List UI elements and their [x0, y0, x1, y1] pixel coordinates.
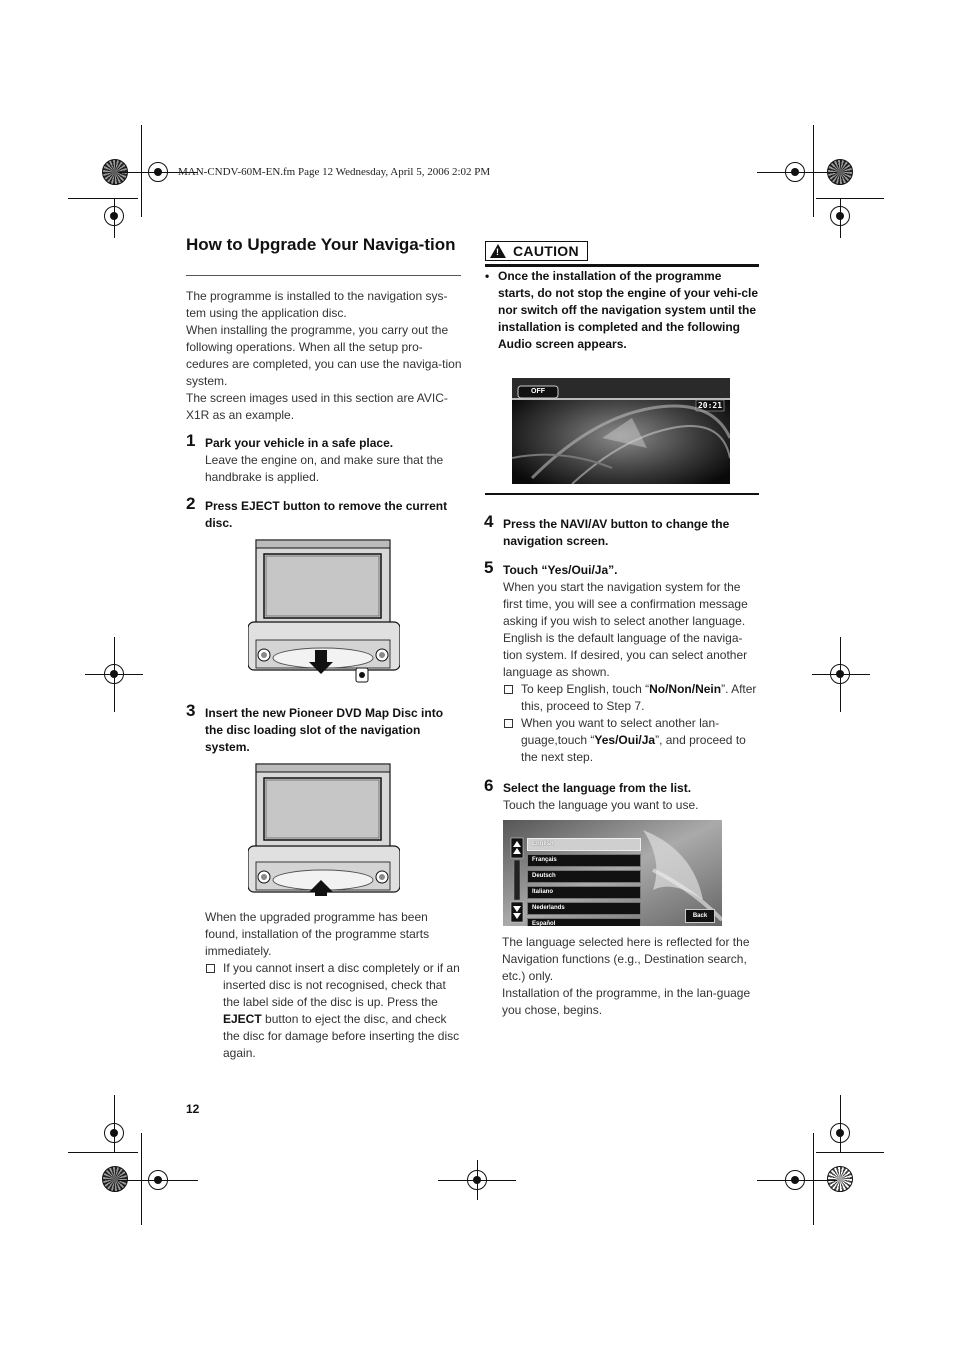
- step-3: [186, 701, 462, 756]
- step-number: 3: [186, 701, 196, 720]
- step-title: Touch “Yes/Oui/Ja”.: [503, 563, 618, 577]
- intro-paragraph: The programme is installed to the navigation sys-tem using the application disc.: [186, 289, 448, 320]
- device-eject-illustration: [248, 538, 400, 686]
- off-button[interactable]: OFF: [531, 388, 545, 395]
- step-title: Insert the new Pioneer DVD Map Disc into the disc loading slot of the navigation system.: [205, 706, 444, 754]
- note: To keep English, touch “No/Non/Nein”. After this, proceed to Step 7.: [503, 681, 760, 715]
- step-description: Touch the language you want to use.: [503, 798, 699, 812]
- clock-display: 20:21: [697, 401, 723, 410]
- caution-bullet: • Once the installation of the programme starts, do not stop the engine of your vehi-cle nor switch off the navigation system until the installation is completed and the following Audio screen appears.: [485, 269, 759, 351]
- note: When you want to select another lan-guage,touch “Yes/Oui/Ja”, and proceed to the next step.: [503, 715, 760, 766]
- language-list: [527, 838, 641, 926]
- step-description: The language selected here is reflected for the Navigation functions (e.g., Destination search, etc.) only.: [502, 935, 750, 983]
- caution-text: Once the installation of the programme starts, do not stop the engine of your vehi-cle nor switch off the navigation system until the installation is completed and the following Audio screen appears.: [498, 269, 759, 351]
- language-screen-image: [503, 820, 722, 926]
- step-5: [484, 558, 760, 766]
- device-insert-illustration: [248, 762, 400, 896]
- language-item[interactable]: Deutsch: [527, 870, 641, 883]
- note: If you cannot insert a disc completely or if an inserted disc is not recognised, check that the label side of the disc is up. Press the EJECT button to eject the disc, and check the disc for damage before inserting the disc again.: [205, 960, 462, 1062]
- step-description: Leave the engine on, and make sure that the handbrake is applied.: [205, 453, 444, 484]
- intro-text: [186, 288, 462, 424]
- intro-paragraph: When installing the programme, you carry out the following operations. When all the setup pro-cedures are completed, you can use the naviga-tion system.: [186, 323, 462, 388]
- warning-icon: !: [490, 244, 506, 258]
- step-1: [186, 431, 462, 486]
- section-title: [186, 235, 461, 254]
- step-title: Press the NAVI/AV button to change the navigation screen.: [503, 517, 730, 548]
- registration-wheel-bottom-right: [827, 1166, 853, 1192]
- step-description: When you start the navigation system for the first time, you will see a confirmation message asking if you wish to select another language. English is the default language of the naviga-tion system. If desired, you can select another language as shown.: [503, 580, 748, 679]
- audio-screen-image: [512, 378, 730, 484]
- step-number: 6: [484, 776, 494, 795]
- step-4: [484, 512, 760, 550]
- note-checkbox-icon: [504, 685, 513, 694]
- step-description: When the upgraded programme has been found, installation of the programme starts immediately.: [205, 910, 430, 958]
- note-checkbox-icon: [504, 719, 513, 728]
- intro-paragraph: The screen images used in this section are AVIC-X1R as an example.: [186, 391, 448, 422]
- step-number: 1: [186, 431, 196, 450]
- title-underline: [186, 275, 461, 276]
- step-description: Installation of the programme, in the lan-guage you chose, begins.: [502, 986, 751, 1017]
- step-6-followup: [502, 934, 760, 1019]
- caution-rule-bottom: [485, 493, 759, 495]
- page-number: 12: [186, 1102, 200, 1116]
- language-item[interactable]: Italiano: [527, 886, 641, 899]
- caution-box: [485, 241, 588, 261]
- language-item[interactable]: Nederlands: [527, 902, 641, 915]
- caution-label: CAUTION: [513, 243, 579, 259]
- step-number: 4: [484, 512, 494, 531]
- step-title: Press EJECT button to remove the current disc.: [205, 499, 448, 530]
- back-button[interactable]: Back: [685, 909, 715, 923]
- section-title-text: How to Upgrade Your Naviga-tion: [186, 235, 456, 254]
- language-item[interactable]: English: [527, 838, 641, 851]
- step-title: Park your vehicle in a safe place.: [205, 436, 394, 450]
- note-checkbox-icon: [206, 964, 215, 973]
- step-title: Select the language from the list.: [503, 781, 692, 795]
- registration-wheel-bottom-left: [102, 1166, 128, 1192]
- step-number: 2: [186, 494, 196, 513]
- language-item[interactable]: Français: [527, 854, 641, 867]
- caution-rule-top: [485, 264, 759, 267]
- step-6: [484, 776, 760, 814]
- step-number: 5: [484, 558, 494, 577]
- print-header: MAN-CNDV-60M-EN.fm Page 12 Wednesday, April 5, 2006 2:02 PM: [178, 166, 491, 178]
- step-3-followup: [205, 909, 462, 1062]
- step-2: [186, 494, 462, 532]
- language-item[interactable]: Español: [527, 918, 641, 926]
